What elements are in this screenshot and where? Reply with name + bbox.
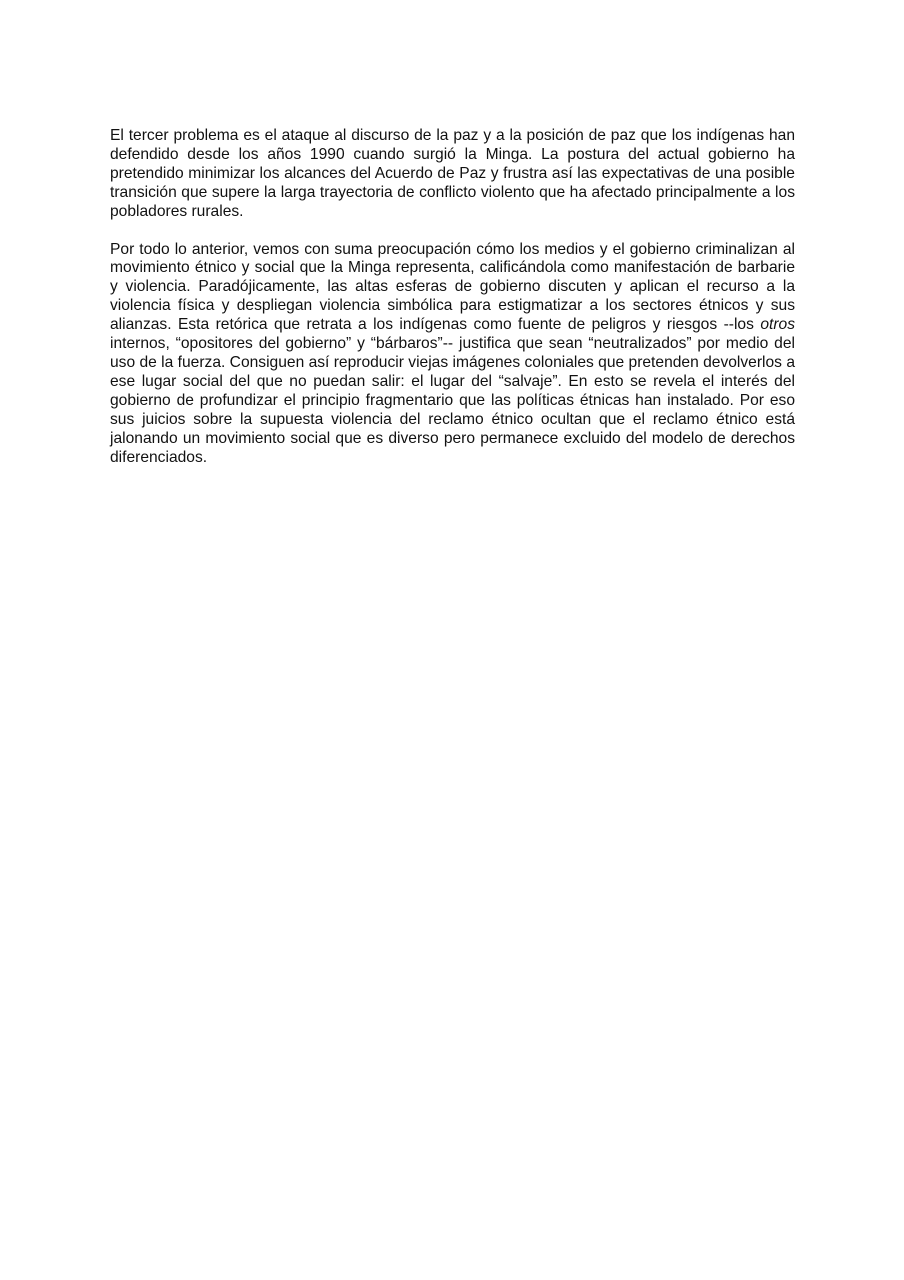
paragraph-2-part-2: internos, “opositores del gobierno” y “bárbaros”-- justifica que sean “neutralizados” por medio del uso de la fuerza. Consiguen así reproducir viejas imágenes coloniales que pretenden devolverlos a ese lugar social del que no puedan salir: el lugar del “salvaje”. En esto se revela el interés del gobierno de profundizar el principio fragmentario que las políticas étnicas han instalado. Por eso sus juicios sobre la supuesta violencia del reclamo étnico ocultan que el reclamo étnico está jalonando un movimiento social que es diverso pero permanece excluido del modelo de derechos diferenciados. xyxy=(110,335,795,466)
paragraph-2-part-1: Por todo lo anterior, vemos con suma preocupación cómo los medios y el gobierno criminalizan al movimiento étnico y social que la Minga representa, calificándola como manifestación de barbarie y violencia. Paradójicamente, las altas esferas de gobierno discuten y aplican el recurso a la violencia física y despliegan violencia simbólica para estigmatizar a los sectores étnicos y sus alianzas. Esta retórica que retrata a los indígenas como fuente de peligros y riesgos --los xyxy=(110,240,795,334)
paragraph-2-italic-word: otros xyxy=(760,316,795,334)
document-body xyxy=(110,127,795,486)
paragraph-2 xyxy=(110,241,795,468)
paragraph-1: El tercer problema es el ataque al discurso de la paz y a la posición de paz que los indígenas han defendido desde los años 1990 cuando surgió la Minga. La postura del actual gobierno ha pretendido minimizar los alcances del Acuerdo de Paz y frustra así las expectativas de una posible transición que supere la larga trayectoria de conflicto violento que ha afectado principalmente a los pobladores rurales. xyxy=(110,127,795,220)
